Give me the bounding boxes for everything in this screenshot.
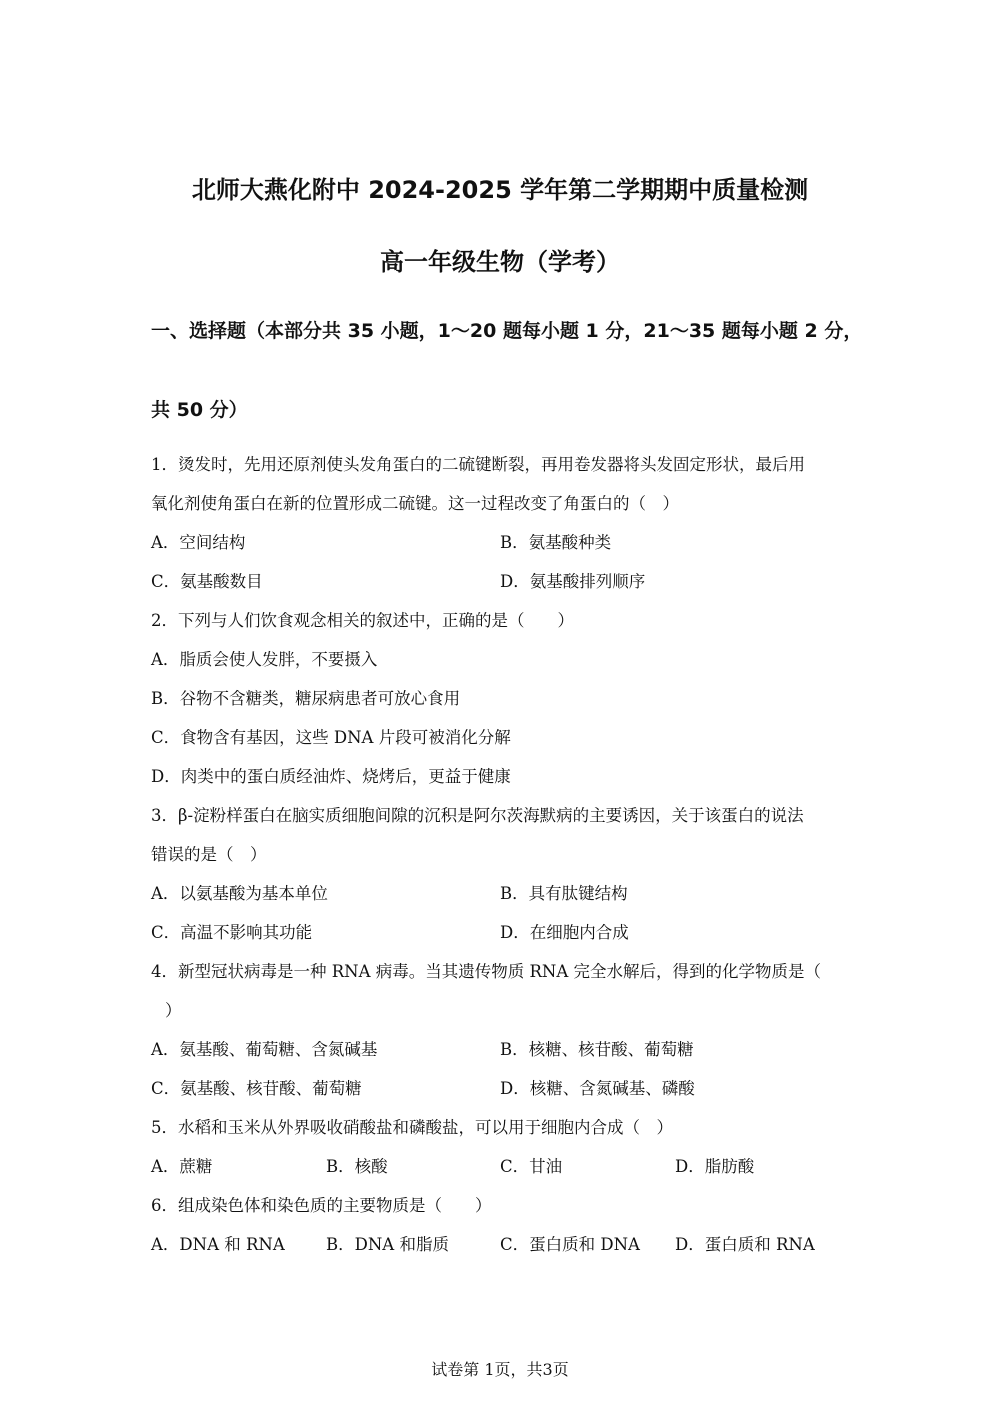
question-4-option-d: D．核糖、含氮碱基、磷酸 [500,1079,695,1098]
page-footer: 试卷第 1页，共3页 [431,1360,569,1379]
question-4-line2: ） [165,1001,182,1020]
question-6-option-c: C．蛋白质和 DNA [500,1235,640,1254]
question-4-option-c: C．氨基酸、核苷酸、葡萄糖 [151,1079,362,1098]
question-3-option-b: B．具有肽键结构 [500,884,628,903]
question-1-option-c: C．氨基酸数目 [151,572,263,591]
question-1-option-b: B．氨基酸种类 [500,533,612,552]
question-2-line1: 2．下列与人们饮食观念相关的叙述中，正确的是（ ） [151,611,574,630]
question-5-option-c: C．甘油 [500,1157,563,1176]
question-1-line2: 氧化剂使角蛋白在新的位置形成二硫键。这一过程改变了角蛋白的（ ） [151,494,679,513]
question-2-option-b: B．谷物不含糖类，糖尿病患者可放心食用 [151,689,461,708]
question-5-line1: 5．水稻和玉米从外界吸收硝酸盐和磷酸盐，可以用于细胞内合成（ ） [151,1118,673,1137]
question-6-option-a: A．DNA 和 RNA [151,1235,285,1254]
question-4-option-a: A．氨基酸、葡萄糖、含氮碱基 [151,1040,378,1059]
question-1-option-a: A．空间结构 [151,533,246,552]
question-3-line2: 错误的是（ ） [151,845,267,864]
question-2-option-d: D．肉类中的蛋白质经油炸、烧烤后，更益于健康 [151,767,511,786]
question-2-option-a: A．脂质会使人发胖，不要摄入 [151,650,378,669]
question-5-option-a: A．蔗糖 [151,1157,213,1176]
question-5-option-d: D．脂肪酸 [675,1157,755,1176]
exam-title: 北师大燕化附中 2024-2025 学年第二学期期中质量检测 [191,176,809,204]
question-5-option-b: B．核酸 [326,1157,388,1176]
question-3-line1: 3．β-淀粉样蛋白在脑实质细胞间隙的沉积是阿尔茨海默病的主要诱因，关于该蛋白的说法 [151,806,804,825]
question-3-option-a: A．以氨基酸为基本单位 [151,884,328,903]
question-4-option-b: B．核糖、核苷酸、葡萄糖 [500,1040,694,1059]
question-6-line1: 6．组成染色体和染色质的主要物质是（ ） [151,1196,492,1215]
section-heading-line1: 一、选择题（本部分共 35 小题，1～20 题每小题 1 分，21～35 题每小题 2 分， [151,320,863,342]
section-heading-line2: 共 50 分） [151,399,248,421]
question-1-option-d: D．氨基酸排列顺序 [500,572,646,591]
question-6-option-b: B．DNA 和脂质 [326,1235,449,1254]
question-1-line1: 1．烫发时，先用还原剂使头发角蛋白的二硫键断裂，再用卷发器将头发固定形状，最后用 [151,455,805,474]
question-6-option-d: D．蛋白质和 RNA [675,1235,815,1254]
question-4-line1: 4．新型冠状病毒是一种 RNA 病毒。当其遗传物质 RNA 完全水解后，得到的化学物质是（ [151,962,822,981]
exam-subtitle: 高一年级生物（学考） [380,248,620,276]
question-2-option-c: C．食物含有基因，这些 DNA 片段可被消化分解 [151,728,511,747]
question-3-option-c: C．高温不影响其功能 [151,923,313,942]
question-3-option-d: D．在细胞内合成 [500,923,629,942]
